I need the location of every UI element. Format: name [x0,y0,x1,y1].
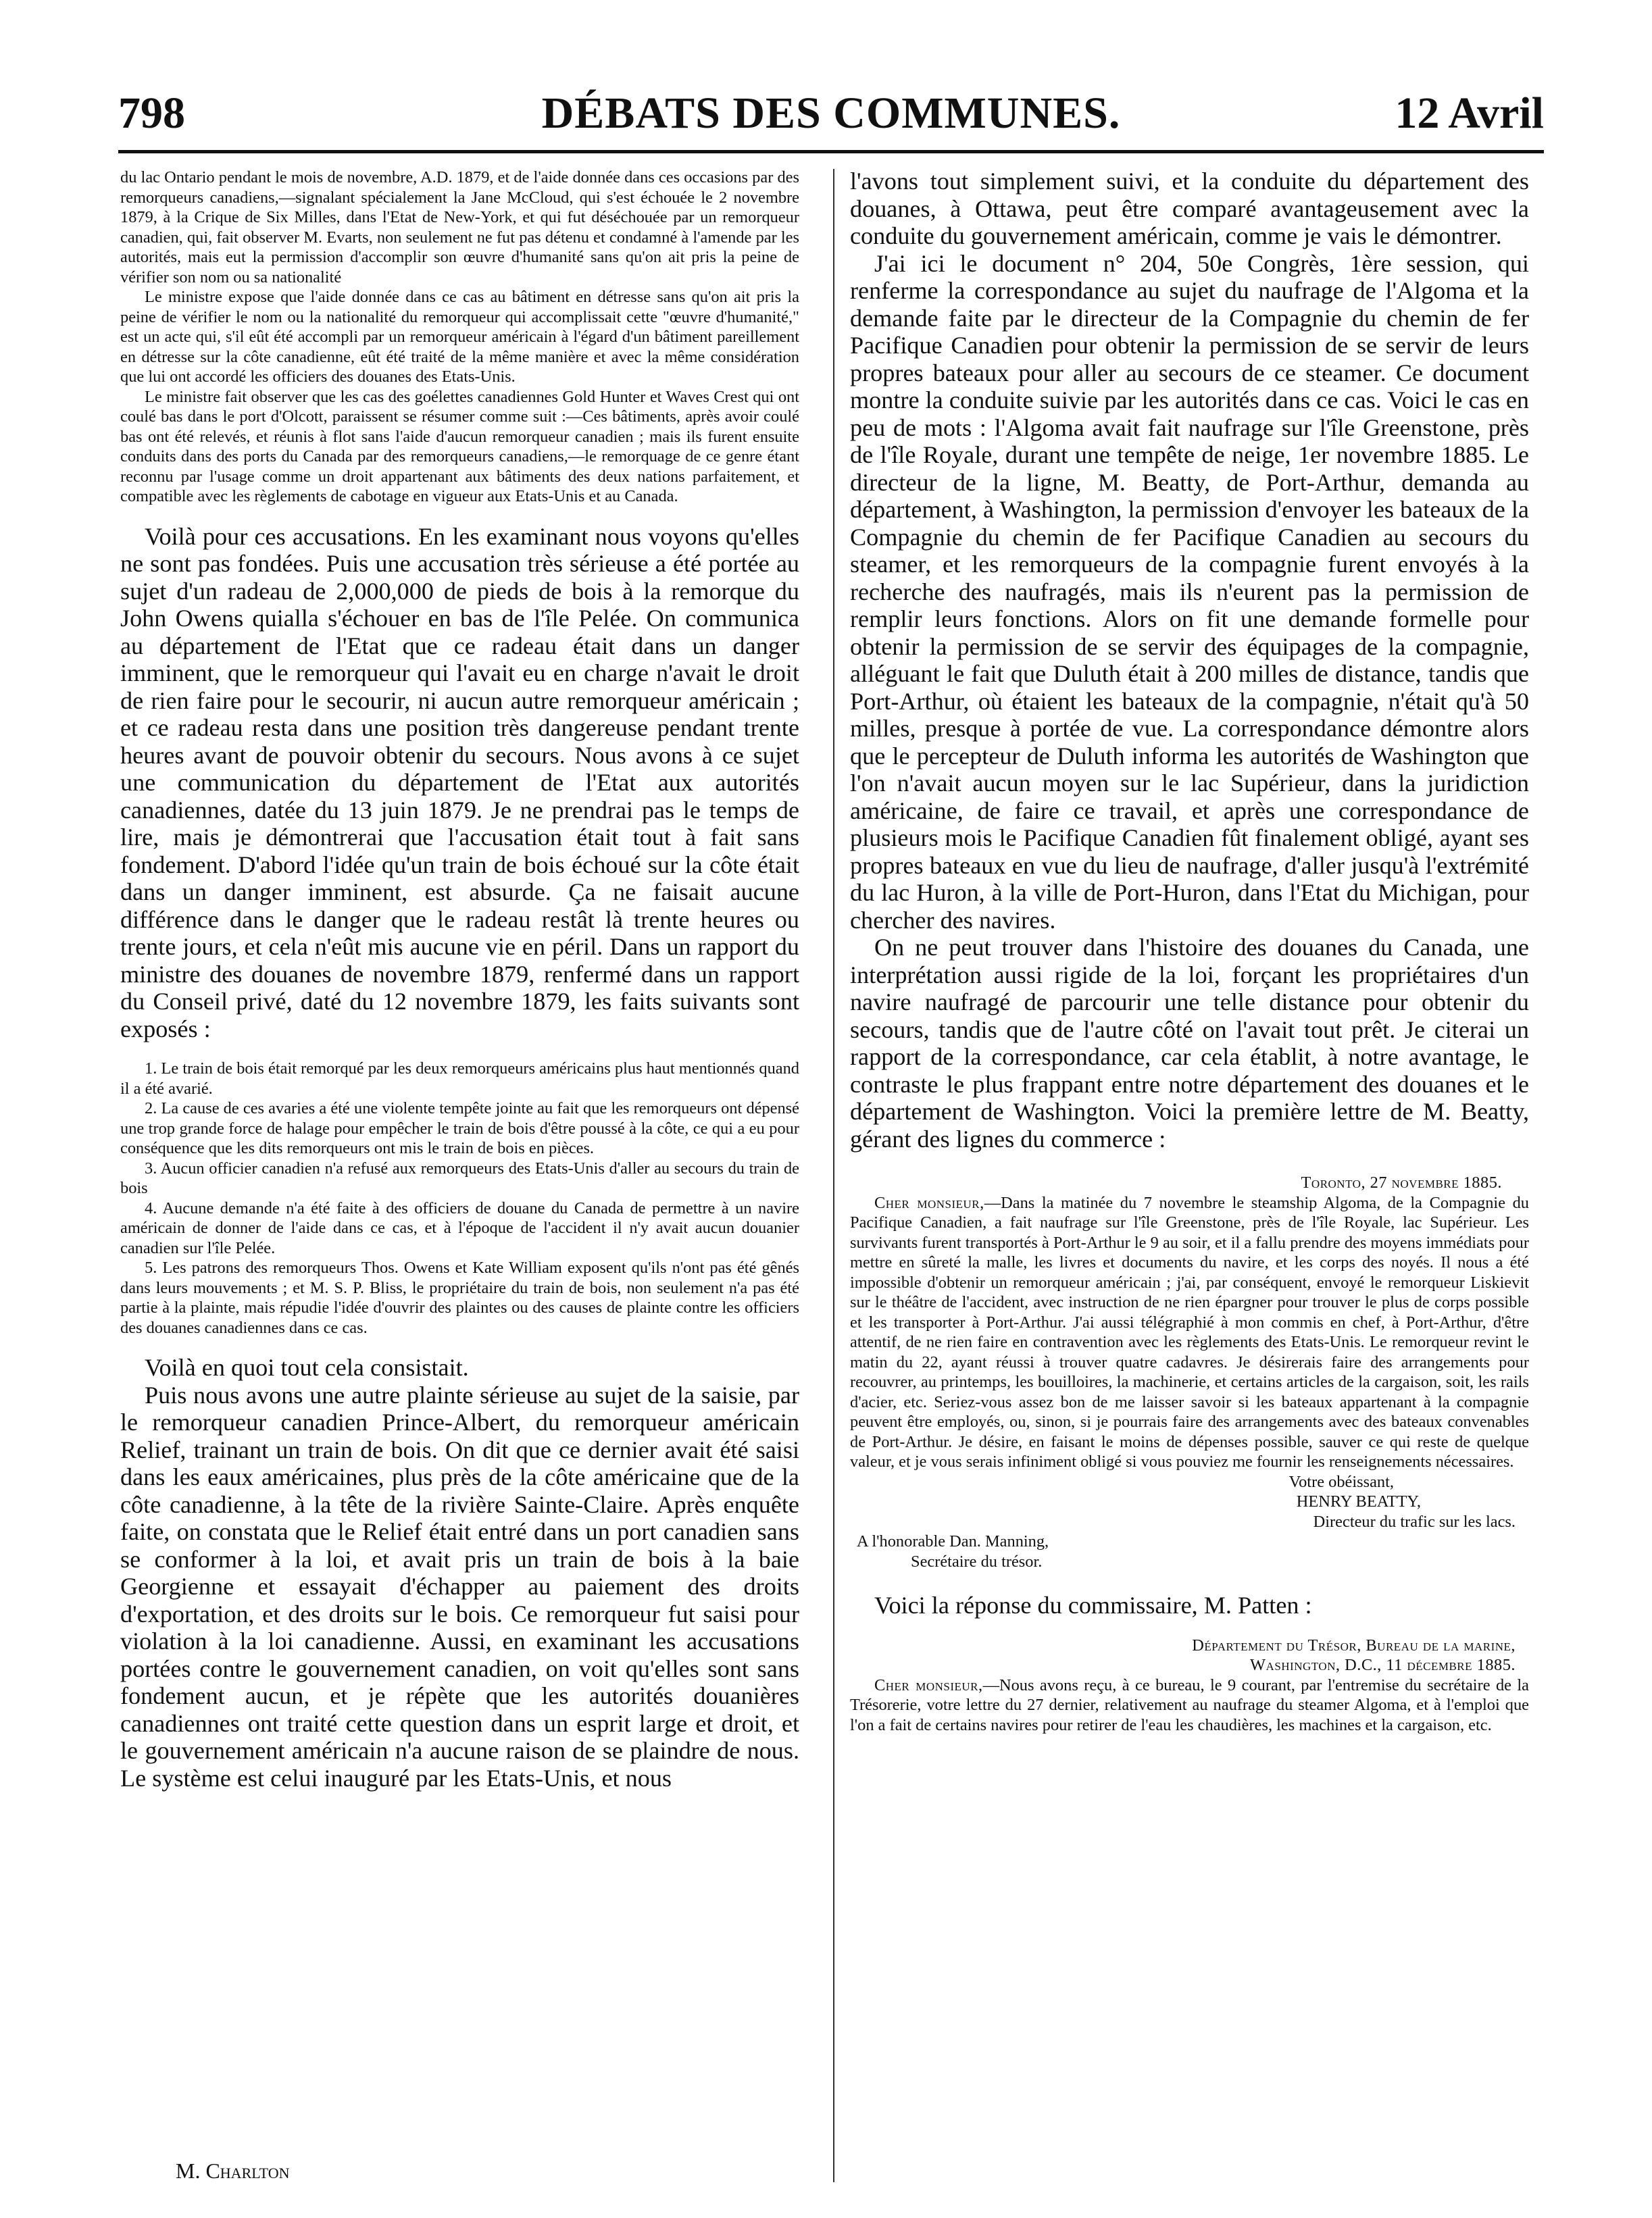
paragraph: l'avons tout simplement suivi, et la conduite du département des douanes, à Ottawa, peut être comparé avantageusement avec la conduite du gouvernement américain, comme je vais le démontrer. [850,168,1529,249]
paragraph: On ne peut trouver dans l'histoire des douanes du Canada, une interprétation aussi rigide de la loi, forçant les propriétaires d'un navire naufragé de parcourir une telle distance pour obtenir du secours, tandis que de l'autre côté on l'avait tout prêt. Je citerai un rapport de la correspondance, car cela établit, à notre avantage, le contraste le plus frappant entre notre département des douanes et le département de Washington. Voici la première lettre de M. Beatty, gérant des lignes du commerce : [850,934,1529,1153]
list-item: 2. La cause de ces avaries a été une violente tempête jointe au fait que les remorqueurs ont dépensé une trop grande force de halage pour empêcher le train de bois d'être poussé à la côte, ce qui a eu pour conséquence que les dits remorqueurs ont mis le train de bois en pièces. [120,1099,799,1157]
paragraph: Voici la réponse du commissaire, M. Patten : [874,1592,1312,1619]
letter-text: —Dans la matinée du 7 novembre le steamship Algoma, de la Compagnie du Pacifique Canadien, a fait naufrage sur l'île Greenstone, près de l'île Royale, lac Supérieur. Les survivants furent transportés à Port-Arthur le 9 au soir, et il a fallu prendre des moyens immédiats pour mettre en sûreté la malle, les livres et documents du navire, et les corps des noyés. Il nous a été impossible d'obtenir un remorqueur américain ; j'ai, par conséquent, envoyé le remorqueur Liskievit sur le théâtre de l'accident, avec instruction de ne rien épargner pour trouver le plus de corps possible et les transporter à Port-Arthur. J'ai aussi télégraphié à mon commis en chef, à Port-Arthur, d'être attentif, de ne rien faire en contravention avec les règlements des Etats-Unis. Le remorqueur revint le matin du 22, ayant réussi à trouver quatre cadavres. Je désirerais faire des arrangements pour recouvrer, au printemps, les bouilloires, la machinerie, et certains articles de la cargaison, soit, les rails d'acier, etc. Seriez-vous assez bon de me laisser savoir si les bateaux appartenant à la compagnie peuvent être employés, ou, sinon, si je pourrais faire des arrangements avec des bateaux convenables de Port-Arthur. Je désire, en faisant le moins de dépenses possible, sauver ce qui reste de quelque valeur, et je vous serais infiniment obligé si vous pouviez me fournir les renseignements nécessaires. [850,1193,1529,1471]
speaker-name: M. Charlton [176,2159,290,2183]
letter-salutation: Cher monsieur, [874,1675,983,1694]
paragraph: Le ministre fait observer que les cas des goélettes canadiennes Gold Hunter et Waves Crest qui ont coulé bas dans le port d'Olcott, paraissent se résumer comme suit :—Ces bâtiments, après avoir coulé bas ont été relevés, et réunis à flot sans l'aide d'aucun remorqueur canadien ; mais ils furent ensuite conduits dans des ports du Canada par des remorqueurs canadiens,—le remorquage de ce genre étant reconnu par l'usage comme un droit appartenant aux bâtiments des deux nations parfaitement, et compatible avec les règlements de cabotage en vigueur aux Etats-Unis et au Canada. [120,387,799,505]
letter-signature: HENRY BEATTY, [1296,1492,1421,1511]
letter-closing: Votre obéissant, [1288,1472,1394,1491]
page-number: 798 [118,89,185,138]
page-header [118,88,1544,149]
paragraph: du lac Ontario pendant le mois de novembre, A.D. 1879, et de l'aide donnée dans ces occasions par des remorqueurs canadiens,—signalant spécialement la Jane McCloud, qui s'est échouée le 2 novembre 1879, à la Crique de Six Milles, dans l'Etat de New-York, et qui fut déséchouée par un remorqueur canadien, qui, fait observer M. Evarts, non seulement ne fut pas détenu et condamné à l'amende par les autorités, mais eut la permission d'accomplir son œuvre d'humanité sans qu'on ait pris la peine de vérifier son nom ou sa nationalité [120,168,799,286]
letter-text: —Nous avons reçu, à ce bureau, le 9 courant, par l'entremise du secrétaire de la Trésorerie, votre lettre du 27 dernier, relativement au naufrage du steamer Algoma, et à l'emploi que l'on a fait de certains navires pour retirer de l'eau les chaudières, les machines et la cargaison, etc. [850,1675,1529,1734]
paragraph: Puis nous avons une autre plainte sérieuse au sujet de la saisie, par le remorqueur canadien Prince-Albert, du remorqueur américain Relief, trainant un train de bois. On dit que ce dernier avait été saisi dans les eaux américaines, plus près de la côte américaine que de la côte canadienne, à la tête de la rivière Sainte-Claire. Après enquête faite, on constata que le Relief était entré dans un port canadien sans se conformer à la loi, et avait pris un train de bois à la baie Georgienne et essayait d'échapper au paiement des droits d'exportation, et des droits sur le bois. Ce remorqueur fut saisi pour violation à la loi canadienne. Aussi, en examinant les accusations portées contre le gouvernement canadien, on voit qu'elles sont sans fondement aucun, et je répète que les autorités douanières canadiennes ont traité cette question dans un esprit large et droit, et le gouvernement américain n'a aucune raison de se plaindre de nous. Le système est celui inauguré par les Etats-Unis, et nous [120,1381,799,1792]
page-title: DÉBATS DES COMMUNES. [541,89,1121,138]
letter-salutation: Cher monsieur, [874,1193,984,1212]
letter-addressee: A l'honorable Dan. Manning, [857,1532,1049,1551]
letter-date: Toronto, 27 novembre 1885. [1301,1174,1502,1192]
letter-heading: Département du Trésor, Bureau de la marine, [1192,1636,1516,1655]
list-item: 3. Aucun officier canadien n'a refusé aux remorqueurs des Etats-Unis d'aller au secours du train de bois [120,1159,799,1197]
letter-signer-title: Directeur du trafic sur les lacs. [1313,1512,1516,1531]
paragraph: Le ministre expose que l'aide donnée dans ce cas au bâtiment en détresse sans qu'on ait pris la peine de vérifier le nom ou la nationalité du remorqueur qui accomplissait cette "œuvre d'humanité," est un acte qui, s'il eût été accompli par un remorqueur américain à l'égard d'un bâtiment pareillement en détresse sur la côte canadienne, eût été traité de la même manière et avec la même considération que lui ont accordé les officiers des douanes des Etats-Unis. [120,288,799,386]
letter-addressee: Secrétaire du trésor. [911,1552,1043,1571]
list-item: 5. Les patrons des remorqueurs Thos. Owens et Kate William exposent qu'ils n'ont pas été gênés dans leurs mouvements ; et M. S. P. Bliss, le propriétaire du train de bois, non seulement n'a pas été partie à la plainte, mais répudie l'idée d'ouvrir des plaintes ou des causes de plainte contre les officiers des douanes canadiennes dans ce cas. [120,1259,799,1337]
list-item: 4. Aucune demande n'a été faite à des officiers de douane du Canada de permettre à un navire américain de donner de l'aide dans ce cas, et à l'époque de l'accident il n'y avait aucun douanier canadien sur l'île Pelée. [120,1199,799,1257]
letter-body [850,1193,1529,1472]
header-rule [118,150,1544,153]
column-divider [833,169,834,2182]
paragraph: J'ai ici le document n° 204, 50e Congrès, 1ère session, qui renferme la correspondance au sujet du naufrage de l'Algoma et la demande faite par le directeur de la Compagnie du chemin de fer Pacifique Canadien pour obtenir la permission de se servir de leurs propres bateaux pour aller au secours de ce steamer. Ce document montre la conduite suivie par les autorités dans ce cas. Voici le cas en peu de mots : l'Algoma avait fait naufrage sur l'île Greenstone, près de l'île Royale, durant une tempête de neige, 1er novembre 1885. Le directeur de la ligne, M. Beatty, de Port-Arthur, demanda au département, à Washington, la permission d'envoyer les bateaux de la Compagnie du chemin de fer Pacifique Canadien au secours du steamer, et les remorqueurs de la compagnie furent envoyés à la recherche des naufragés, mais ils n'eurent pas la permission de remplir leurs fonctions. Alors on fit une demande formelle pour obtenir la permission de se servir des équipages de la compagnie, alléguant le fait que Duluth était à 200 milles de distance, tandis que Port-Arthur, où étaient les bateaux de la compagnie, n'était qu'à 50 milles, presque à portée de vue. La correspondance démontre alors que le percepteur de Duluth informa les autorités de Washington que l'on n'avait aucun moyen sur le lac Supérieur, dans la juridiction américaine, de faire ce travail, et après une correspondance de plusieurs mois le Pacifique Canadien fût finalement obligé, ayant ses propres bateaux en vue du lieu de naufrage, d'aller jusqu'à l'extrémité du lac Huron, à la ville de Port-Huron, dans l'Etat du Michigan, pour chercher des navires. [850,249,1529,934]
paragraph: Voilà pour ces accusations. En les examinant nous voyons qu'elles ne sont pas fondées. Puis une accusation très sérieuse a été portée au sujet d'un radeau de 2,000,000 de pieds de bois à la remorque du John Owens quialla s'échouer en bas de l'île Pelée. On communica au département de l'Etat que ce radeau était dans un danger imminent, que le remorqueur qui l'avait eu en charge n'avait le droit de rien faire pour le secourir, ni aucun autre remorqueur américain ; et ce radeau resta dans une position très dangereuse pendant trente heures avant de pouvoir obtenir du secours. Nous avons à ce sujet une communication du département de l'Etat aux autorités canadiennes, datée du 13 juin 1879. Je ne prendrai pas le temps de lire, mais je démontrerai que l'accusation était tout à fait sans fondement. D'abord l'idée qu'un train de bois échoué sur la côte était dans un danger imminent, est absurde. Ça ne faisait aucune différence dans le danger que le radeau restât là trente heures ou trente jours, et cela n'eût mis aucune vie en péril. Dans un rapport du ministre des douanes de novembre 1879, renfermé dans un rapport du Conseil privé, daté du 12 novembre 1879, les faits suivants sont exposés : [120,522,799,1042]
letter-body [850,1675,1529,1736]
page-date: 12 Avril [1395,89,1544,138]
list-item: 1. Le train de bois était remorqué par les deux remorqueurs américains plus haut mentionnés quand il a été avarié. [120,1059,799,1098]
left-column [120,168,799,2161]
letter-heading: Washington, D.C., 11 décembre 1885. [1250,1656,1516,1674]
paragraph: Voilà en quoi tout cela consistait. [145,1354,469,1381]
right-column [850,168,1529,2005]
